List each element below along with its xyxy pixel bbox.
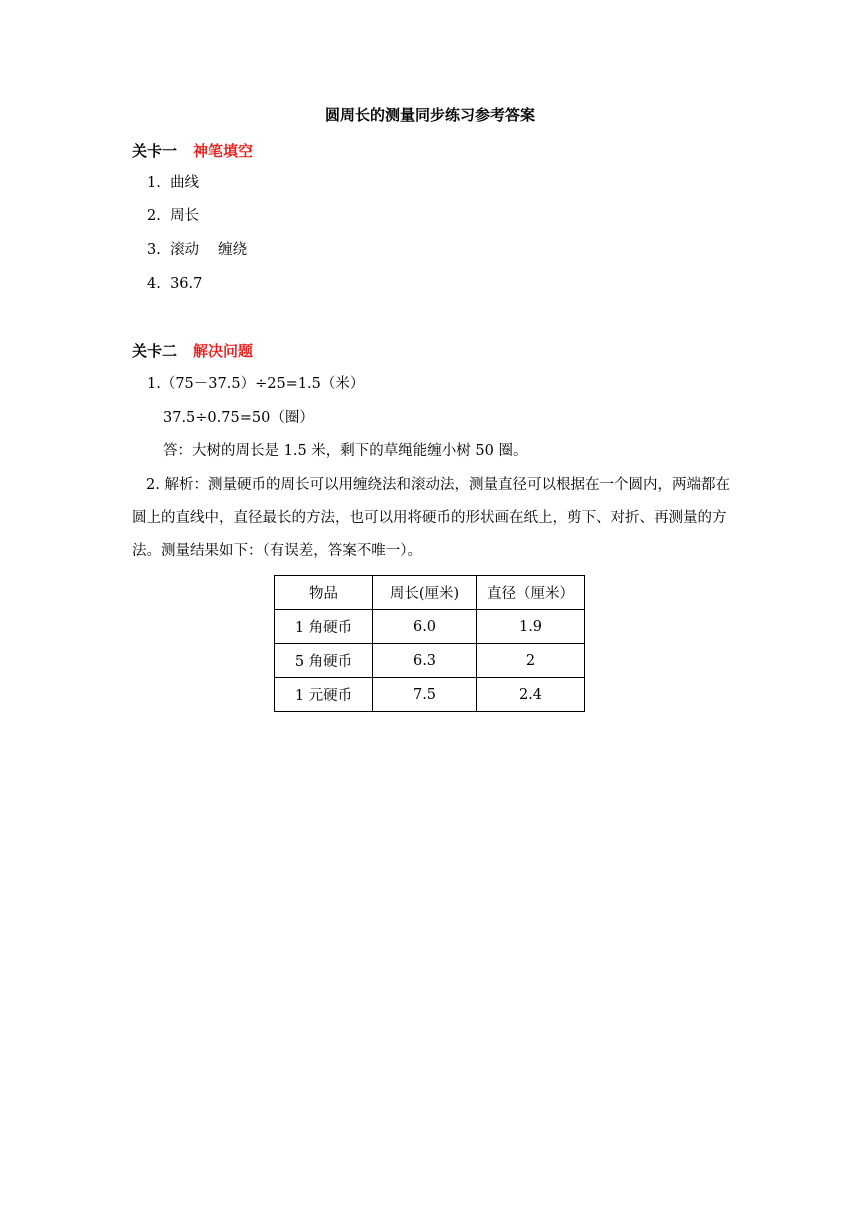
answer-number: 4. bbox=[147, 276, 161, 292]
table-header-cell: 物品 bbox=[275, 576, 373, 610]
answer-text: 36.7 bbox=[170, 276, 203, 292]
document-title: 圆周长的测量同步练习参考答案 bbox=[324, 106, 535, 124]
q1-line2: 37.5÷0.75=50（圈） bbox=[163, 410, 314, 426]
table-row bbox=[275, 610, 585, 644]
table-cell: 5 角硬币 bbox=[275, 644, 373, 678]
answer-item bbox=[147, 172, 199, 194]
table-header-row bbox=[275, 576, 585, 610]
answer-item bbox=[147, 273, 202, 295]
answer-item bbox=[147, 239, 247, 261]
answer-text: 周长 bbox=[170, 208, 200, 224]
table-cell: 1 角硬币 bbox=[275, 610, 373, 644]
section1-heading bbox=[132, 140, 253, 162]
q1-answer: 答：大树的周长是 1.5 米，剩下的草绳能缠小树 50 圈。 bbox=[163, 443, 528, 459]
section2-name: 解决问题 bbox=[193, 342, 254, 360]
measurement-table bbox=[274, 575, 585, 712]
table-cell: 6.0 bbox=[373, 610, 477, 644]
section2-heading bbox=[132, 340, 253, 362]
table-cell: 7.5 bbox=[373, 678, 477, 712]
table-cell: 1.9 bbox=[477, 610, 585, 644]
answer-text: 滚动 缠绕 bbox=[170, 242, 248, 258]
table-header-cell: 周长(厘米) bbox=[373, 576, 477, 610]
table-cell: 2.4 bbox=[477, 678, 585, 712]
table-cell: 1 元硬币 bbox=[275, 678, 373, 712]
answer-number: 2. bbox=[147, 208, 161, 224]
q2-text: 2. 解析：测量硬币的周长可以用缠绕法和滚动法，测量直径可以根据在一个圆内，两端都在圆上的直线中，直径最长的方法，也可以用将硬币的形状画在纸上，剪下、对折、再测量的方法。测量结果如下：（有误差，答案不唯一）。 bbox=[132, 477, 730, 559]
section1-name: 神笔填空 bbox=[193, 142, 254, 160]
table-row bbox=[275, 678, 585, 712]
table-cell: 6.3 bbox=[373, 644, 477, 678]
answer-item bbox=[147, 205, 199, 227]
answer-number: 1. bbox=[147, 175, 161, 191]
section1-label: 关卡一 bbox=[132, 142, 178, 160]
q1-line1: 1.（75－37.5）÷25=1.5（米） bbox=[147, 376, 365, 392]
table-cell: 2 bbox=[477, 644, 585, 678]
table-header-cell: 直径（厘米） bbox=[477, 576, 585, 610]
table-row bbox=[275, 644, 585, 678]
answer-text: 曲线 bbox=[170, 175, 200, 191]
section2-label: 关卡二 bbox=[132, 342, 178, 360]
q2-explanation bbox=[132, 469, 732, 568]
answer-number: 3. bbox=[147, 242, 161, 258]
